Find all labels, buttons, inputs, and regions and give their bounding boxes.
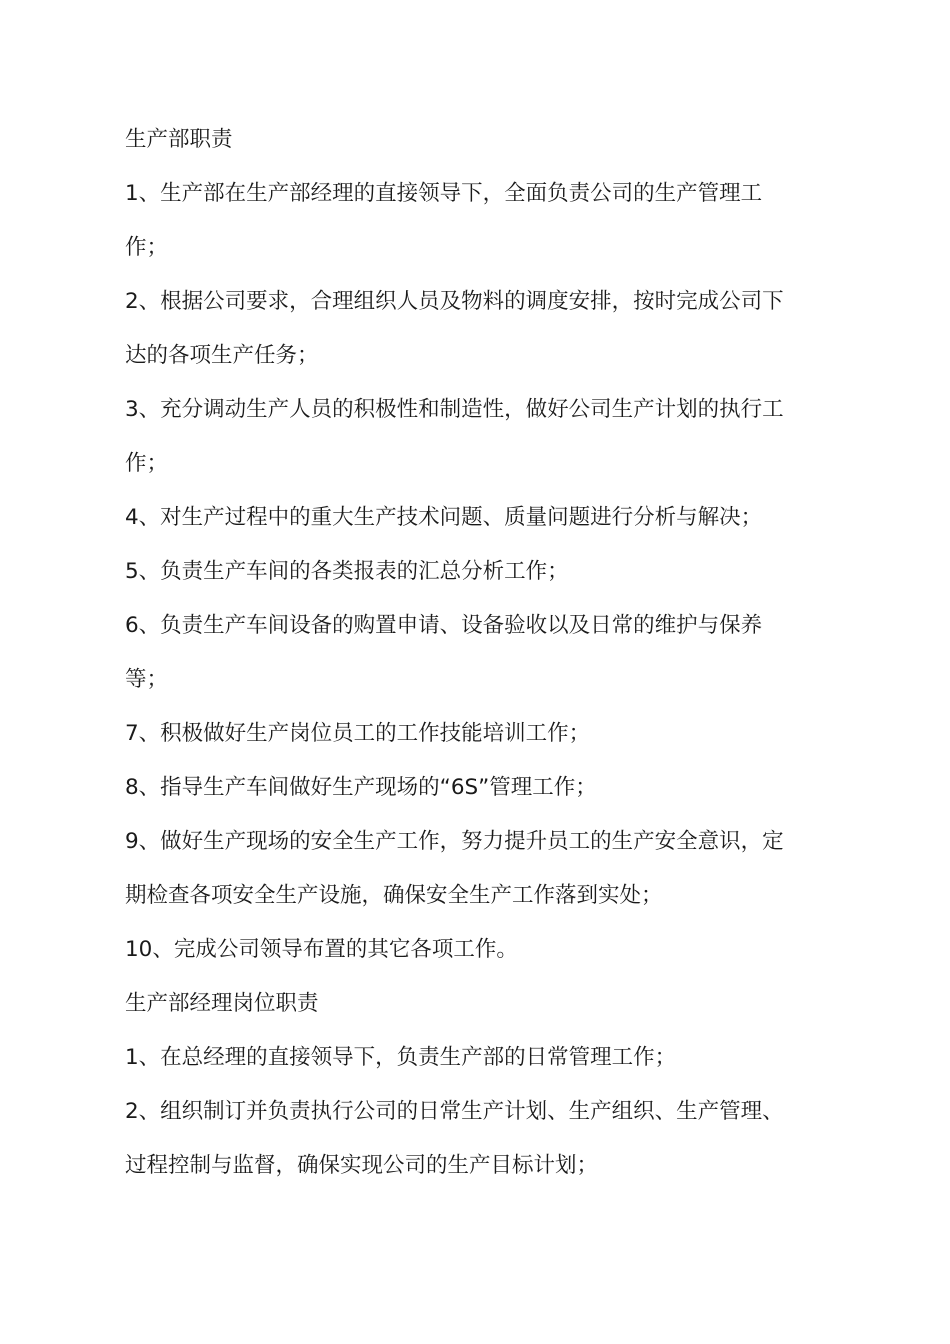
text-line: 1、生产部在生产部经理的直接领导下，全面负责公司的生产管理工	[125, 181, 763, 206]
text-line: 2、组织制订并负责执行公司的日常生产计划、生产组织、生产管理、	[125, 1099, 784, 1124]
text-line: 10、完成公司领导布置的其它各项工作。	[125, 937, 518, 962]
text-line: 期检查各项安全生产设施，确保安全生产工作落到实处；	[125, 883, 663, 908]
text-line: 6、负责生产车间设备的购置申请、设备验收以及日常的维护与保养	[125, 613, 763, 638]
text-line: 5、负责生产车间的各类报表的汇总分析工作；	[125, 559, 569, 584]
text-line: 达的各项生产任务；	[125, 343, 319, 368]
text-line: 7、积极做好生产岗位员工的工作技能培训工作；	[125, 721, 591, 746]
document-page	[125, 113, 837, 1193]
text-line: 作；	[125, 451, 169, 476]
text-line: 1、在总经理的直接领导下，负责生产部的日常管理工作；	[125, 1045, 677, 1070]
text-line: 8、指导生产车间做好生产现场的“6S”管理工作；	[125, 775, 597, 800]
text-line: 4、对生产过程中的重大生产技术问题、质量问题进行分析与解决；	[125, 505, 763, 530]
section-heading-manager-duties: 生产部经理岗位职责	[125, 991, 319, 1016]
text-line: 2、根据公司要求，合理组织人员及物料的调度安排，按时完成公司下	[125, 289, 784, 314]
text-line: 过程控制与监督，确保实现公司的生产目标计划；	[125, 1153, 599, 1178]
text-line: 3、充分调动生产人员的积极性和制造性，做好公司生产计划的执行工	[125, 397, 784, 422]
section-heading-department-duties: 生产部职责	[125, 127, 233, 152]
text-line: 等；	[125, 667, 169, 692]
text-line: 9、做好生产现场的安全生产工作，努力提升员工的生产安全意识，定	[125, 829, 784, 854]
text-line: 作；	[125, 235, 169, 260]
